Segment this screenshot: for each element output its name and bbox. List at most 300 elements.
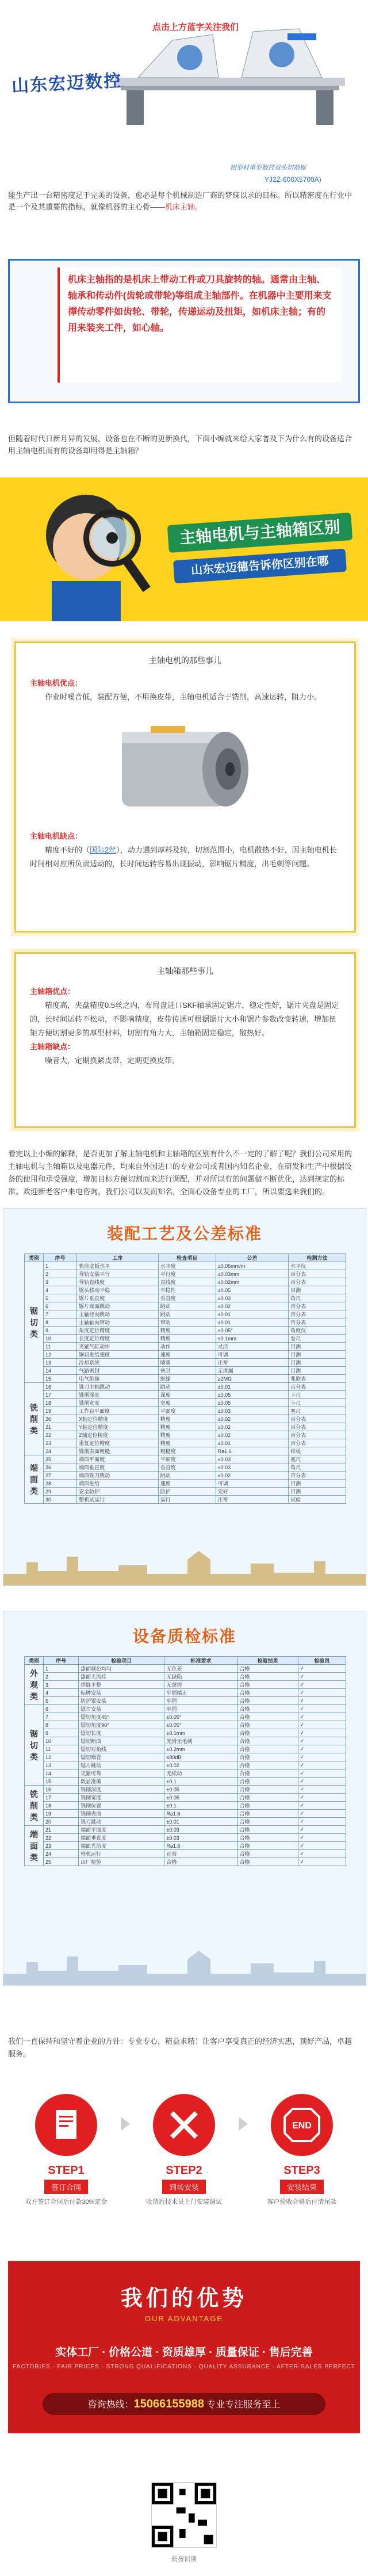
table-cell: 机座底板水平	[77, 1262, 159, 1270]
table-cell: 9	[44, 1729, 79, 1737]
table-row	[25, 1359, 346, 1367]
table-cell: 3	[44, 1681, 79, 1689]
table-cell: 21	[44, 1423, 77, 1431]
table-cell: 23	[44, 1842, 79, 1850]
table-row	[25, 1826, 346, 1834]
table-row	[25, 1472, 346, 1480]
table-cell: 12	[44, 1753, 79, 1761]
assembly-standards-section	[3, 1208, 366, 1586]
table-cell: 5	[44, 1294, 77, 1302]
table-cell: ✓	[298, 1850, 346, 1858]
table-cell: 角尺	[289, 1463, 346, 1472]
table-cell: 2	[44, 1270, 77, 1278]
table-cell: 锯片跳动	[79, 1761, 164, 1769]
table-cell: 粗糙度	[158, 1447, 216, 1455]
table-cell: 合格	[237, 1802, 298, 1810]
table-cell: ±0.03	[216, 1294, 288, 1302]
table-cell: 正常	[164, 1850, 237, 1858]
table-header-cell: 检查项目	[158, 1254, 216, 1262]
table-cell: 百分表	[289, 1439, 346, 1447]
table-cell: 合格	[237, 1858, 298, 1866]
table-row	[25, 1327, 346, 1335]
hotline-bar[interactable]	[43, 2393, 325, 2415]
table-cell: 合格	[237, 1665, 298, 1673]
table-cell: ✓	[298, 1697, 346, 1705]
table-cell: Ra1.6	[164, 1810, 237, 1818]
table-cell: 正常	[216, 1359, 288, 1367]
table-cell: 9	[44, 1327, 77, 1335]
qr-section	[145, 2482, 223, 2563]
table-header-cell: 检测方法	[289, 1254, 346, 1262]
machine-image	[115, 23, 345, 132]
category-cell: 锯切类	[25, 1262, 44, 1383]
table-cell: 10	[44, 1335, 77, 1343]
table-cell: 正常	[216, 1496, 288, 1504]
category-cell: 铣削类	[25, 1786, 44, 1826]
advantage-list: 实体工厂 · 价格公道 · 资质雄厚 · 质量保证 · 售后完善	[55, 2346, 313, 2359]
table-cell: ±0.03	[216, 1407, 288, 1415]
table-cell: 铣削宽度	[77, 1399, 159, 1407]
table-cell: 14	[44, 1769, 79, 1778]
table-cell: ✓	[298, 1858, 346, 1866]
hotline-label: 咨询热线：	[87, 2400, 134, 2410]
hotline-number[interactable]: 15066155988	[133, 2398, 204, 2410]
banner-subtitle: 山东宏迈德告诉你区别在哪	[173, 549, 347, 584]
table-row	[25, 1262, 346, 1270]
table-cell: 16	[44, 1786, 79, 1794]
table-cell: ±0.1	[164, 1778, 237, 1786]
table-row	[25, 1737, 346, 1745]
table-cell: 百分表	[289, 1302, 346, 1310]
table-cell: ±0.03mm	[216, 1270, 288, 1278]
table-row	[25, 1681, 346, 1689]
table-cell: ±0.01	[216, 1310, 288, 1318]
table-cell: 15	[44, 1778, 79, 1786]
summary-paragraph: 看完以上小编的解释，是否更加了解主轴电机和主轴箱的区别有什么不一定的了解了呢？我们公司采用的主轴电机与主轴箱以及电器元件，均来自外国进口的专业公司或者国内知名企业，在研发和生产中根据设备的使用和承受强度，增加目标方便切割而来进行调配，并对所以有的问题做不断优化，达到规定的标准。欢迎新老客户来电咨询，我们公司以发而知名，全面心设备专业的工厂，所以要选来我们的。	[8, 1149, 352, 1196]
step-tag: 安装结束	[280, 2180, 324, 2194]
table-cell: 合格	[237, 1794, 298, 1802]
table-cell: 百分表	[289, 1278, 346, 1286]
table-cell: 合格	[237, 1786, 298, 1794]
table-cell: 深度	[158, 1391, 216, 1399]
table-cell: 锯片垂直度	[77, 1294, 159, 1302]
table-row	[25, 1367, 346, 1375]
table-cell: 锯切对角线	[79, 1745, 164, 1753]
table-cell: 工作台平面度	[77, 1407, 159, 1415]
table-cell: 1	[44, 1262, 77, 1270]
table-cell: 主轴轴向窜动	[77, 1318, 159, 1327]
table-cell: 11	[44, 1343, 77, 1351]
table-row	[25, 1786, 346, 1794]
table-cell: ±0.01	[216, 1383, 288, 1391]
table-cell: ±0.03	[216, 1463, 288, 1472]
table-cell: 1	[44, 1665, 79, 1673]
table-cell: ±0.01	[216, 1439, 288, 1447]
table-cell: 出厂检验	[79, 1858, 164, 1866]
table-cell: 合格	[237, 1689, 298, 1697]
table-cell: ✓	[298, 1834, 346, 1842]
table-cell: 水平度	[158, 1262, 216, 1270]
table-row	[25, 1858, 346, 1866]
table-cell: 安全防护	[77, 1488, 159, 1496]
table-cell: 目测	[289, 1359, 346, 1367]
category-cell: 外观类	[25, 1665, 44, 1705]
table-cell: 精度	[158, 1439, 216, 1447]
table-cell: ✓	[298, 1753, 346, 1761]
table-cell: 6	[44, 1705, 79, 1713]
table-cell: 12	[44, 1351, 77, 1359]
table-cell: 13	[44, 1359, 77, 1367]
table-cell: 跳动	[158, 1310, 216, 1318]
table-cell: 整机试运行	[77, 1496, 159, 1504]
table-cell: 15	[44, 1375, 77, 1383]
table-cell: ✓	[298, 1737, 346, 1745]
table-cell: 窜动	[158, 1318, 216, 1327]
advantage-subtitle: OUR ADVANTAGE	[144, 2314, 224, 2323]
spindle-motor-image	[99, 714, 271, 824]
table-cell: 29	[44, 1488, 77, 1496]
table-cell: 22	[44, 1834, 79, 1842]
step-tag: 到场安装	[162, 2180, 206, 2194]
table-cell: 塞尺	[289, 1455, 346, 1463]
disadvantage-text: 噪音大，定期换紧皮带，定期更换皮带。	[45, 1056, 180, 1065]
table-cell: ±0.1mm	[216, 1335, 288, 1343]
table-cell: 19	[44, 1407, 77, 1415]
table-row	[25, 1439, 346, 1447]
table-cell: 端面平面度	[77, 1455, 159, 1463]
table-cell: 精度	[158, 1327, 216, 1335]
table-cell: 角尺	[289, 1294, 346, 1302]
table-cell: 冷却系统	[77, 1359, 159, 1367]
table-cell: 30	[44, 1496, 77, 1504]
skyline-decoration	[3, 1945, 366, 1985]
table-row	[25, 1407, 346, 1415]
table-cell: 试验	[289, 1496, 346, 1504]
table-cell: 2	[44, 1673, 79, 1681]
motor-disadvantages	[16, 830, 354, 871]
table-cell: 18	[44, 1399, 77, 1407]
table-cell: 百分表	[289, 1270, 346, 1278]
table-cell: 跳动	[158, 1302, 216, 1310]
table-cell: 合格	[237, 1850, 298, 1858]
arrow-icon	[239, 2117, 248, 2131]
table-cell: 目测	[289, 1480, 346, 1488]
disadvantage-label: 主轴箱缺点：	[30, 1042, 75, 1051]
table-cell: 合格	[237, 1729, 298, 1737]
table-cell: 气路密封	[77, 1367, 159, 1375]
category-cell: 铣削类	[25, 1383, 44, 1455]
table-cell: 合格	[237, 1745, 298, 1753]
table-row	[25, 1697, 346, 1705]
brand-logo-text: 山东宏迈数控	[11, 70, 122, 97]
step-desc: 收货后技术员上门安装调试	[146, 2199, 222, 2206]
table-row	[25, 1753, 346, 1761]
table-cell: ±0.01	[164, 1818, 237, 1826]
table-row	[25, 1818, 346, 1826]
table-cell: 铣削宽度	[79, 1794, 164, 1802]
table-cell: 锯片端面跳动	[77, 1302, 159, 1310]
table-row	[25, 1778, 346, 1786]
table-cell: 7	[44, 1310, 77, 1318]
table-cell: ±0.05	[216, 1391, 288, 1399]
table-cell: 防护	[158, 1488, 216, 1496]
table-cell: 目测	[289, 1286, 346, 1294]
end-icon	[271, 2094, 333, 2156]
table-cell: 百分表	[289, 1310, 346, 1318]
table-cell: 锯切角度90°	[79, 1721, 164, 1729]
table-cell: 8	[44, 1318, 77, 1327]
table-cell: ≤80dB	[164, 1753, 237, 1761]
table-cell: 无色差	[164, 1665, 237, 1673]
table-row	[25, 1665, 346, 1673]
qr-label: 长按识别	[171, 2556, 197, 2563]
slogan: 铝型材重型数控双头切割锯	[230, 165, 306, 171]
step-desc: 客户验收合格后付清尾款	[267, 2199, 337, 2206]
table-row	[25, 1318, 346, 1327]
table-cell: ✓	[298, 1689, 346, 1697]
table-row	[25, 1834, 346, 1842]
table-header-cell: 工序	[77, 1254, 159, 1262]
process-steps	[0, 2094, 368, 2226]
table-cell: 样板	[289, 1447, 346, 1455]
table-row	[25, 1270, 346, 1278]
table-cell: 4	[44, 1689, 79, 1697]
table-header-cell: 检验员	[298, 1657, 346, 1665]
table-row	[25, 1850, 346, 1858]
table-cell: ✓	[298, 1769, 346, 1778]
table-cell: ±0.05	[164, 1794, 237, 1802]
spindle-box-card	[14, 952, 356, 1128]
table-cell: 合格	[237, 1826, 298, 1834]
table-cell: 垂直度	[158, 1463, 216, 1472]
table-cell: 百分表	[289, 1472, 346, 1480]
table-cell: 8	[44, 1721, 79, 1729]
table-cell: 角度仪	[289, 1327, 346, 1335]
table-cell: 4	[44, 1286, 77, 1294]
magnifier-character-illustration	[0, 477, 172, 621]
table-cell: ✓	[298, 1721, 346, 1729]
table-cell: ±0.1mm	[164, 1729, 237, 1737]
table-cell: 18	[44, 1802, 79, 1810]
table-row	[25, 1286, 346, 1294]
table-cell: ✓	[298, 1778, 346, 1786]
table-cell: 牢固	[164, 1705, 237, 1713]
table-cell: 百分表	[289, 1431, 346, 1439]
table-cell: ≥2MΩ	[216, 1375, 288, 1383]
skyline-decoration	[3, 1545, 366, 1585]
table-cell: 合格	[164, 1858, 237, 1866]
table-cell: 防护罩安装	[79, 1697, 164, 1705]
table-cell: 合格	[237, 1673, 298, 1681]
table-cell: ±0.05	[216, 1286, 288, 1294]
table-cell: ±0.05	[216, 1399, 288, 1407]
table-header-cell: 序号	[44, 1657, 79, 1665]
table-cell: Ra1.6	[164, 1842, 237, 1850]
table-row	[25, 1689, 346, 1697]
qr-code-image[interactable]	[151, 2482, 217, 2548]
table-cell: 无缺陷	[164, 1673, 237, 1681]
intro-highlight: 机床主轴。	[165, 202, 203, 211]
definition-text: 机床主轴指的是机床上带动工件或刀具旋转的轴。通常由主轴、轴承和传动件(齿轮或带轮)等组成主轴部件。在机器中主要用来支撑传动零件如齿轮、带轮，传递运动及扭矩，如机床主轴；有的用来装夹工件，如心轴。	[68, 275, 332, 333]
table-cell: 精度	[158, 1431, 216, 1439]
table-cell: 目测	[289, 1351, 346, 1359]
policy-paragraph: 我们一直保持和坚守着企业的方针：专业专心，精益求精！让客户享受真正的经济实惠，顶好产品，卓越服务。	[8, 2037, 352, 2058]
table-cell: 合格	[237, 1842, 298, 1850]
table-row	[25, 1761, 346, 1769]
table-row	[25, 1721, 346, 1729]
step-number: STEP1	[48, 2164, 85, 2177]
table-cell: ✓	[298, 1802, 346, 1810]
table-header-cell: 检验项目	[79, 1657, 164, 1665]
table-row	[25, 1423, 346, 1431]
table-cell: 锯切长度	[79, 1729, 164, 1737]
table-cell: 锯切角度45°	[79, 1713, 164, 1721]
table-cell: 10	[44, 1737, 79, 1745]
advantage-title: 我们的优势	[120, 2287, 247, 2311]
table-cell: 精度	[158, 1415, 216, 1423]
step-card	[129, 2094, 239, 2207]
table-cell: 精度	[158, 1335, 216, 1343]
table-cell: ±0.05°	[164, 1721, 237, 1729]
step-desc: 双方签订合同后付款30%定金	[25, 2199, 108, 2206]
table-cell: 合格	[237, 1818, 298, 1826]
table-cell: ±0.02	[216, 1423, 288, 1431]
card-title: 主轴箱那些事儿	[157, 966, 213, 976]
follow-prompt[interactable]: 点击上方蓝字关注我们	[152, 22, 239, 32]
step-number: STEP3	[283, 2164, 320, 2177]
table-cell: 28	[44, 1480, 77, 1488]
table-cell: 夹紧可靠	[79, 1769, 164, 1778]
category-cell: 端面类	[25, 1455, 44, 1504]
table-cell: 标牌安装	[79, 1689, 164, 1697]
table-cell: 整机运行	[79, 1850, 164, 1858]
table-cell: ✓	[298, 1705, 346, 1713]
table-cell: 20	[44, 1415, 77, 1423]
table-cell: ✓	[298, 1818, 346, 1826]
table-cell: 铣削深度	[77, 1391, 159, 1399]
card-title: 主轴电机的那些事儿	[149, 656, 221, 665]
banner-title: 主轴电机与主轴箱区别	[167, 513, 353, 553]
precision-link[interactable]: 国际2丝	[90, 846, 117, 854]
table-cell: 端面垂直度	[77, 1463, 159, 1472]
table-row	[25, 1729, 346, 1737]
table-cell: ✓	[298, 1842, 346, 1850]
quality-standards-table	[24, 1656, 346, 1866]
step-tag: 签订合同	[44, 2180, 88, 2194]
table-cell: 合格	[237, 1761, 298, 1769]
table-cell: ✓	[298, 1810, 346, 1818]
definition-box	[57, 267, 342, 383]
table-cell: 导轨直线度	[77, 1278, 159, 1286]
table-cell: 宽度	[158, 1399, 216, 1407]
table-cell: ±0.02	[216, 1302, 288, 1310]
step-number: STEP2	[166, 2164, 202, 2177]
table-cell: ±0.05	[164, 1786, 237, 1794]
table-row	[25, 1335, 346, 1343]
table-cell: ±0.03	[164, 1826, 237, 1834]
table-cell: 端面进给	[77, 1480, 159, 1488]
contract-icon	[35, 2094, 97, 2156]
table-cell: 速度	[158, 1351, 216, 1359]
table-cell: 17	[44, 1794, 79, 1802]
table-row	[25, 1294, 346, 1302]
table-row	[25, 1794, 346, 1802]
table-cell: 25	[44, 1455, 77, 1463]
step-card	[12, 2094, 121, 2207]
table-header-cell: 检验结果	[237, 1657, 298, 1665]
table-cell: ±0.02	[216, 1415, 288, 1423]
table-cell: 20	[44, 1818, 79, 1826]
table-cell: 合格	[237, 1769, 298, 1778]
table-cell: 21	[44, 1826, 79, 1834]
table-row	[25, 1431, 346, 1439]
table-row	[25, 1415, 346, 1423]
table-cell: 端面光洁度	[79, 1842, 164, 1850]
table-cell: 锯切断面	[79, 1737, 164, 1745]
table-cell: 合格	[237, 1834, 298, 1842]
table-cell: 锯片安装	[79, 1705, 164, 1713]
intro-paragraph	[8, 190, 359, 213]
table-cell: ✓	[298, 1673, 346, 1681]
table-cell: 平面度	[158, 1455, 216, 1463]
table-row	[25, 1375, 346, 1383]
table-cell: 直线度	[158, 1278, 216, 1286]
table-cell: 13	[44, 1761, 79, 1769]
table-cell: 铣削深度	[79, 1786, 164, 1794]
svg-text:END: END	[292, 2121, 312, 2131]
table-cell: 无虚焊	[164, 1681, 237, 1689]
table-cell: 24	[44, 1850, 79, 1858]
table-cell: 铣削表面粗糙	[77, 1447, 159, 1455]
table-cell: 目测	[289, 1367, 346, 1375]
table-cell: 19	[44, 1810, 79, 1818]
table-row	[25, 1673, 346, 1681]
table-cell: 漆面无流挂	[79, 1673, 164, 1681]
comparison-banner	[0, 477, 368, 621]
box-advantages	[16, 985, 354, 1068]
table-cell: ±0.05°	[164, 1713, 237, 1721]
advantage-text: 精度高，夹盘精度0.5丝之内，布局盘进口SKF轴承固定锯片，稳定性好，锯片夹盘是固定的，长时间运转不松动，不影响精度，皮带传送可根据锯片大小和锯片参数改变转速，增加扭矩方便切割更多的厚型材料，切割有角力大，主轴箱固定稳定，散热好。	[30, 1001, 339, 1037]
table-row	[25, 1842, 346, 1850]
table-cell: 角度定位精度	[77, 1327, 159, 1335]
table-cell: ±0.02mm	[216, 1278, 288, 1286]
table-cell: 16	[44, 1383, 77, 1391]
table-cell: ✓	[298, 1794, 346, 1802]
table-cell: 锯头移动平稳	[77, 1286, 159, 1294]
table-cell: 合格	[237, 1713, 298, 1721]
table-row	[25, 1278, 346, 1286]
table-row	[25, 1745, 346, 1753]
table-cell: ±0.05°	[216, 1327, 288, 1335]
table-cell: ✓	[298, 1665, 346, 1673]
table-cell: 27	[44, 1472, 77, 1480]
table-row	[25, 1302, 346, 1310]
assembly-standards-table	[24, 1253, 346, 1504]
table-row	[25, 1463, 346, 1472]
table-cell: 合格	[237, 1737, 298, 1745]
disadvantage-text: 精度不好的（国际2丝），动力遇到厚料及转，切割范围小，电机散热不好，因主轴电机长时间相对应所负责适动的，长时间运转容易出现振动，影响锯片精度，出毛刺等问题。	[30, 846, 337, 868]
table-cell: 塞尺	[289, 1407, 346, 1415]
table-cell: 5	[44, 1697, 79, 1705]
table-cell: 合格	[237, 1721, 298, 1729]
table-cell: ✓	[298, 1786, 346, 1794]
table-cell: 端面铣刀跳动	[77, 1472, 159, 1480]
table-row	[25, 1391, 346, 1399]
table-cell: 平稳性	[158, 1286, 216, 1294]
table-cell: ✓	[298, 1713, 346, 1721]
table-header-cell: 标准要求	[164, 1657, 237, 1665]
table-row	[25, 1713, 346, 1721]
